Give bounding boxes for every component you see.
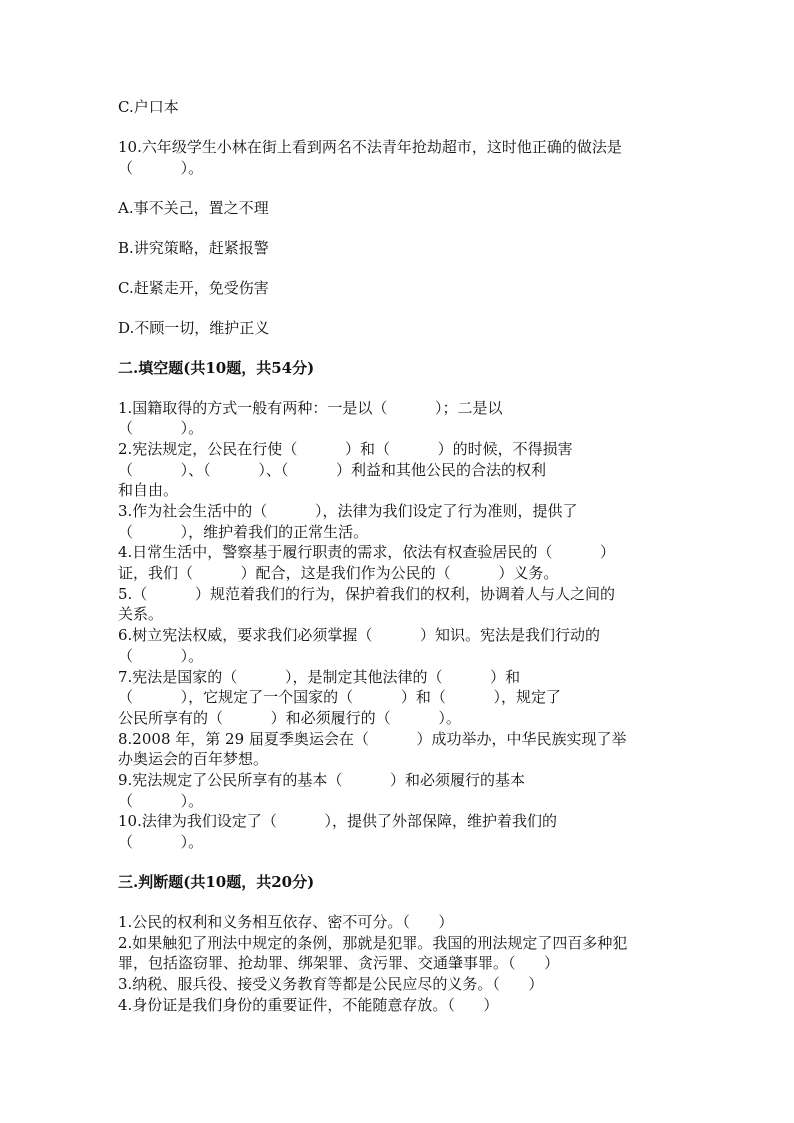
fill-in-line: 公民所享有的（ ）和必须履行的（ ）。 [118,708,461,727]
fill-in-line: 和自由。 [118,481,179,500]
fill-in-line: 10.法律为我们设定了（ ），提供了外部保障，维护着我们的 [118,812,558,831]
question-10-option-c: C.赶紧走开，免受伤害 [118,278,269,297]
fill-in-line: （ ）。 [118,419,204,438]
true-false-section [118,872,718,1015]
true-false-line: 罪，包括盗窃罪、抢劫罪、绑架罪、贪污罪、交通肇事罪。（ ） [118,954,560,973]
fill-in-line: （ ）。 [118,791,204,810]
fill-in-line: （ ），它规定了一个国家的（ ）和（ ），规定了 [118,688,562,707]
fill-in-line: 2.宪法规定，公民在行使（ ）和（ ）的时候，不得损害 [118,439,573,458]
question-10-option-a: A.事不关己，置之不理 [118,198,269,217]
fill-in-line: （ ）。 [118,833,204,852]
true-false-line: 4.身份证是我们身份的重要证件，不能随意存放。（ ） [118,995,499,1014]
fill-in-line: （ ）、（ ）、（ ）利益和其他公民的合法的权利 [118,460,547,479]
fill-in-line: 证，我们（ ）配合，这是我们作为公民的（ ）义务。 [118,564,559,583]
true-false-line: 1.公民的权利和义务相互依存、密不可分。（ ） [118,912,454,931]
question-10-option-b: B.讲究策略，赶紧报警 [118,238,269,257]
fill-in-line: 关系。 [118,605,164,624]
fill-in-line: 3.作为社会生活中的（ ），法律为我们设定了行为准则，提供了 [118,502,578,521]
fill-in-line: 8.2008 年，第 29 届夏季奥运会在（ ）成功举办，中华民族实现了举 [118,729,627,748]
fill-in-line: 6.树立宪法权威，要求我们必须掌握（ ）知识。宪法是我们行动的 [118,626,600,645]
fill-in-line: 1.国籍取得的方式一般有两种：一是以（ ）；二是以 [118,398,503,417]
true-false-heading: 三.判断题(共10题，共20分) [118,873,315,891]
true-false-line: 3.纳税、服兵役、接受义务教育等都是公民应尽的义务。（ ） [118,975,544,994]
question-10-text: 10.六年级学生小林在街上看到两名不法青年抢劫超市，这时他正确的做法是 [118,137,622,156]
fill-in-line: （ ）。 [118,646,204,665]
fill-in-line: 9.宪法规定了公民所享有的基本（ ）和必须履行的基本 [118,770,525,789]
exam-page [118,97,718,1015]
question-10 [118,137,718,338]
question-10-option-d: D.不顾一切，维护正义 [118,318,270,337]
fill-in-line: 4.日常生活中，警察基于履行职责的需求，依法有权查验居民的（ ） [118,543,615,562]
true-false-line: 2.如果触犯了刑法中规定的条例，那就是犯罪。我国的刑法规定了四百多种犯 [118,933,628,952]
fill-in-line: 办奥运会的百年梦想。 [118,750,269,769]
question-9-option-c: C.户口本 [118,98,179,116]
fill-in-line: （ ），维护着我们的正常生活。 [118,522,369,541]
question-10-blank: （ ）。 [118,158,204,177]
fill-in-line: 5.（ ）规范着我们的行为，保护着我们的权利，协调着人与人之间的 [118,584,615,603]
fill-in-heading: 二.填空题(共10题，共54分) [118,358,315,377]
fill-in-section [118,358,718,853]
fill-in-line: 7.宪法是国家的（ ），是制定其他法律的（ ）和 [118,667,521,686]
